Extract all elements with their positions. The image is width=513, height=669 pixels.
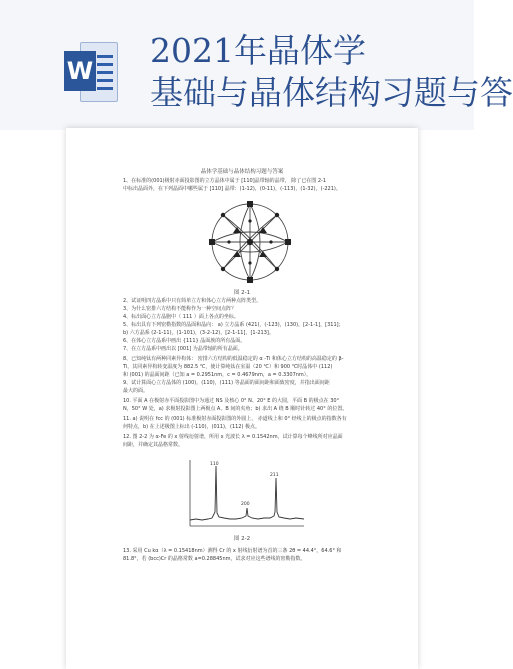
question-13-line-1: 13. 采用 Cu kα（λ = 0.15418nm）测得 Cr 的 x 射线衍射谱为首的三条 2θ = 44.4°，64.6° 和 <box>123 548 342 554</box>
question-line: 8、已知纯钛有两种同素异构体： 密排六方结构的低温稳定的 α -Ti 和体心立方结构的高温稳定的 β- <box>123 356 344 362</box>
question-1-line-1: 1、在标准的(001)极射赤面投影图的立方晶体中属于 [110]晶带轴的晶带， 除了已在图 2-1 <box>123 178 327 184</box>
question-line: 6、在体心立方晶系中画出 {111} 晶面族的所有晶面。 <box>123 338 246 344</box>
figure-2-1-caption: 图 2-1 <box>233 290 251 296</box>
question-line: 3、为什么密排六方结构不能称作为一种空间点阵？ <box>123 306 237 312</box>
header-banner <box>0 0 513 130</box>
question-line: b) 六方晶系 (2-1-11)，(1-101)，(3-2-12)，[2-1-11]，[1-213]。 <box>123 330 274 336</box>
page-title-line-2: 基础与晶体结构习题与答 <box>150 73 513 112</box>
question-1-line-2: 中标出晶面外，在下列晶面中哪些属于 [110] 晶带：(1-12)，(0-11)，(-113)，(1-32)，(-221)。 <box>123 186 341 192</box>
question-line: 间距，并确定其晶格常数。 <box>123 442 184 448</box>
question-13-line-2: 81.8°，若 (bcc)Cr 的晶格常数 a=0.28845nm，试求对应这些谱线的密勒指数。 <box>123 556 306 562</box>
question-line: 和 (001) 的晶面间距（已知 a = 0.2951nm，c = 0.4679nm，a = 0.3307nm）。 <box>123 372 312 378</box>
document-page <box>66 128 418 669</box>
question-line: 7、在立方晶系中画出以 [001] 为晶带轴的所有晶面。 <box>123 346 243 352</box>
peak-label-200: 200 <box>241 502 250 507</box>
peak-label-211: 211 <box>270 473 279 478</box>
document-title: 晶体学基础与晶体结构习题与答案 <box>200 169 284 175</box>
xray-diffraction-figure <box>184 456 310 532</box>
figure-2-2-caption: 图 2-2 <box>233 536 251 542</box>
question-line: 11. a) 说明在 fcc 的 (001) 标准极射赤面投影图的外圆上， 赤道线上和 0° 经线上的极点的指数各有 <box>123 416 347 422</box>
page-title <box>150 30 513 114</box>
question-line: N，50° W 处，a) 求极射投影图上两极点 A、B 间的夹角；b) 求出 A 绕 B 顺时针转过 40° 的位置。 <box>123 406 348 412</box>
question-line: 10. 平面 A 在极射赤平面投影图中为通过 NS 及核心 0° N、20° E 的大圆，平面 B 的极点在 30° <box>123 398 340 404</box>
question-line: 12. 图 2-2 为 α-Fe 的 x 射线衍射谱，所用 x 光波长 λ = 0.1542nm，试计算每个峰线所对应晶面 <box>123 434 343 440</box>
word-w-letter-icon: W <box>64 51 96 91</box>
question-line: 5、标出具有下列密勒指数的晶面和晶向： a) 立方晶系 (421)，(-123)，(130)，[2-1-1]，[311]； <box>123 322 344 328</box>
peak-label-110: 110 <box>210 462 219 467</box>
word-document-icon <box>64 42 116 100</box>
question-line: 4、标出面心立方晶胞中（ 111 ）面上各点的坐标。 <box>123 314 239 320</box>
question-line: 9、试计算面心立方晶体的 (100)，(110)，(111) 等晶面的面间距和面致密度，并指出面间距 <box>123 380 330 386</box>
question-line: 2、试证明四方晶系中只有简单立方和体心立方两种点阵类型。 <box>123 298 262 304</box>
page-title-line-1: 2021年晶体学 <box>150 31 366 70</box>
question-line: Ti，其同素异构转变温度为 882.5 ℃，使计算纯钛在室温（20 ℃）和 900 ℃时晶体中 (112) <box>123 364 333 370</box>
stereographic-projection-figure <box>204 197 296 287</box>
question-line: 何特点，b) 在上述极图上标出 (-110)，(011)，(112) 极点。 <box>123 424 261 430</box>
question-line: 最大的面。 <box>123 388 149 394</box>
